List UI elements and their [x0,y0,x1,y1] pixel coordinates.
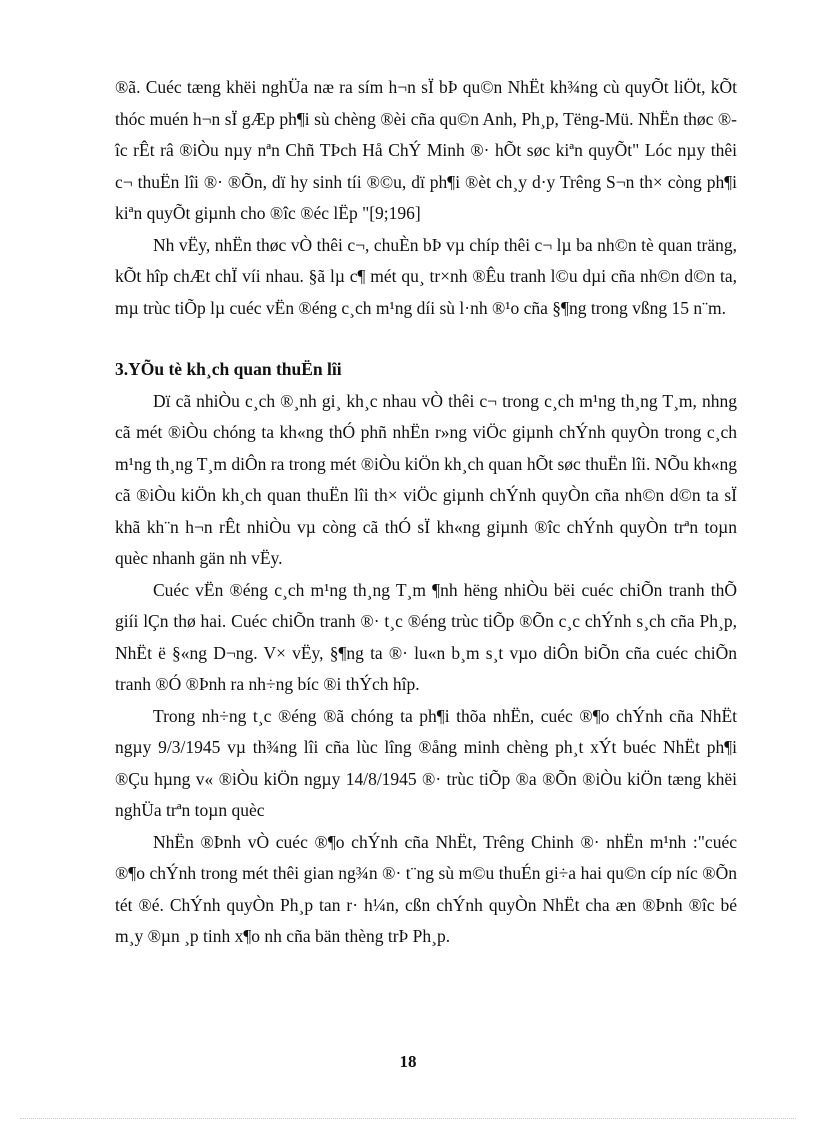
paragraph: Trong nh÷ng t¸c ®éng ®ã chóng ta ph¶i thõa nhËn, cuéc ®¶o chÝnh cña NhËt ngµy 9/3/1945 vµ th¾ng lîi cña lùc lîng ®ång minh chèng ph¸t xÝt buéc NhËt ph¶i ®Çu hµng v« ®iÒu kiÖn ngµy 14/8/1945 ®· trùc tiÕp ®a ®Õn ®iÒu kiÖn tæng khëi nghÜa trªn toµn quèc [115,705,737,820]
paragraph: Cuéc vËn ®éng c¸ch m¹ng th¸ng T¸m ¶nh hëng nhiÒu bëi cuéc chiÕn tranh thÕ giíi lÇn thø hai. Cuéc chiÕn tranh ®· t¸c ®éng trùc tiÕp ®Õn c¸c chÝnh s¸ch cña Ph¸p, NhËt ë §«ng D¬ng. V× vËy, §¶ng ta ®· lu«n b¸m s¸t vµo diÔn biÕn cña cuéc chiÕn tranh ®Ó ®Þnh ra nh÷ng bíc ®i thÝch hîp. [115,579,737,694]
section-heading: 3.YÕu tè kh¸ch quan thuËn lîi [115,359,342,379]
body-text [115,72,737,953]
paragraph-continuation: ®ã. Cuéc tæng khëi nghÜa næ ra sím h¬n sÏ bÞ qu©n NhËt kh¾ng cù quyÕt liÖt, kÕt thóc muén h¬n sÏ gÆp ph¶i sù chèng ®èi cña qu©n Anh, Ph¸p, Tëng-Mü. NhËn thøc ®îc rÊt râ ®iÒu nµy nªn Chñ TÞch Hå ChÝ Minh ®· hÕt søc kiªn quyÕt" Lóc nµy thêi c¬ thuËn lîi ®· ®Õn, dï hy sinh tíi ®©u, dï ph¶i ®èt ch¸y d·y Trêng S¬n th× còng ph¶i kiªn quyÕt giµnh cho ®îc ®éc lËp "[9;196] [115,77,737,223]
paragraph: Dï cã nhiÒu c¸ch ®¸nh gi¸ kh¸c nhau vÒ thêi c¬ trong c¸ch m¹ng th¸ng T¸m, nhng cã mét ®iÒu chóng ta kh«ng thÓ phñ nhËn r»ng viÖc giµnh chÝnh quyÒn trong c¸ch m¹ng th¸ng T¸m diÔn ra trong mét ®iÒu kiÖn kh¸ch quan hÕt søc thuËn lîi. NÕu kh«ng cã ®iÒu kiÖn kh¸ch quan thuËn lîi th× viÖc giµnh chÝnh quyÒn cña nh©n d©n ta sÏ khã kh¨n h¬n rÊt nhiÒu vµ còng cã thÓ sÏ kh«ng giµnh ®îc chÝnh quyÒn trªn toµn quèc nhanh gän nh vËy. [115,390,737,568]
paragraph: NhËn ®Þnh vÒ cuéc ®¶o chÝnh cña NhËt, Trêng Chinh ®· nhËn m¹nh :"cuéc ®¶o chÝnh trong mét thêi gian ng¾n ®· t¨ng sù m©u thuÉn gi÷a hai qu©n cíp níc ®Õn tét ®é. ChÝnh quyÒn Ph¸p tan r· h¼n, cßn chÝnh quyÒn NhËt cha æn ®Þnh ®îc bé m¸y ®µn ¸p tinh x¶o nh cña bän thèng trÞ Ph¸p. [115,831,737,946]
page-bottom-divider [20,1118,796,1119]
page-number: 18 [399,1052,417,1071]
paragraph: Nh vËy, nhËn thøc vÒ thêi c¬, chuÈn bÞ vµ chíp thêi c¬ lµ ba nh©n tè quan träng, kÕt hîp chÆt chÏ víi nhau. §ã lµ c¶ mét qu¸ tr×nh ®Êu tranh l©u dµi cña nh©n d©n ta, mµ trùc tiÕp lµ cuéc vËn ®éng c¸ch m¹ng díi sù l·nh ®¹o cña §¶ng trong vßng 15 n¨m. [115,234,737,318]
